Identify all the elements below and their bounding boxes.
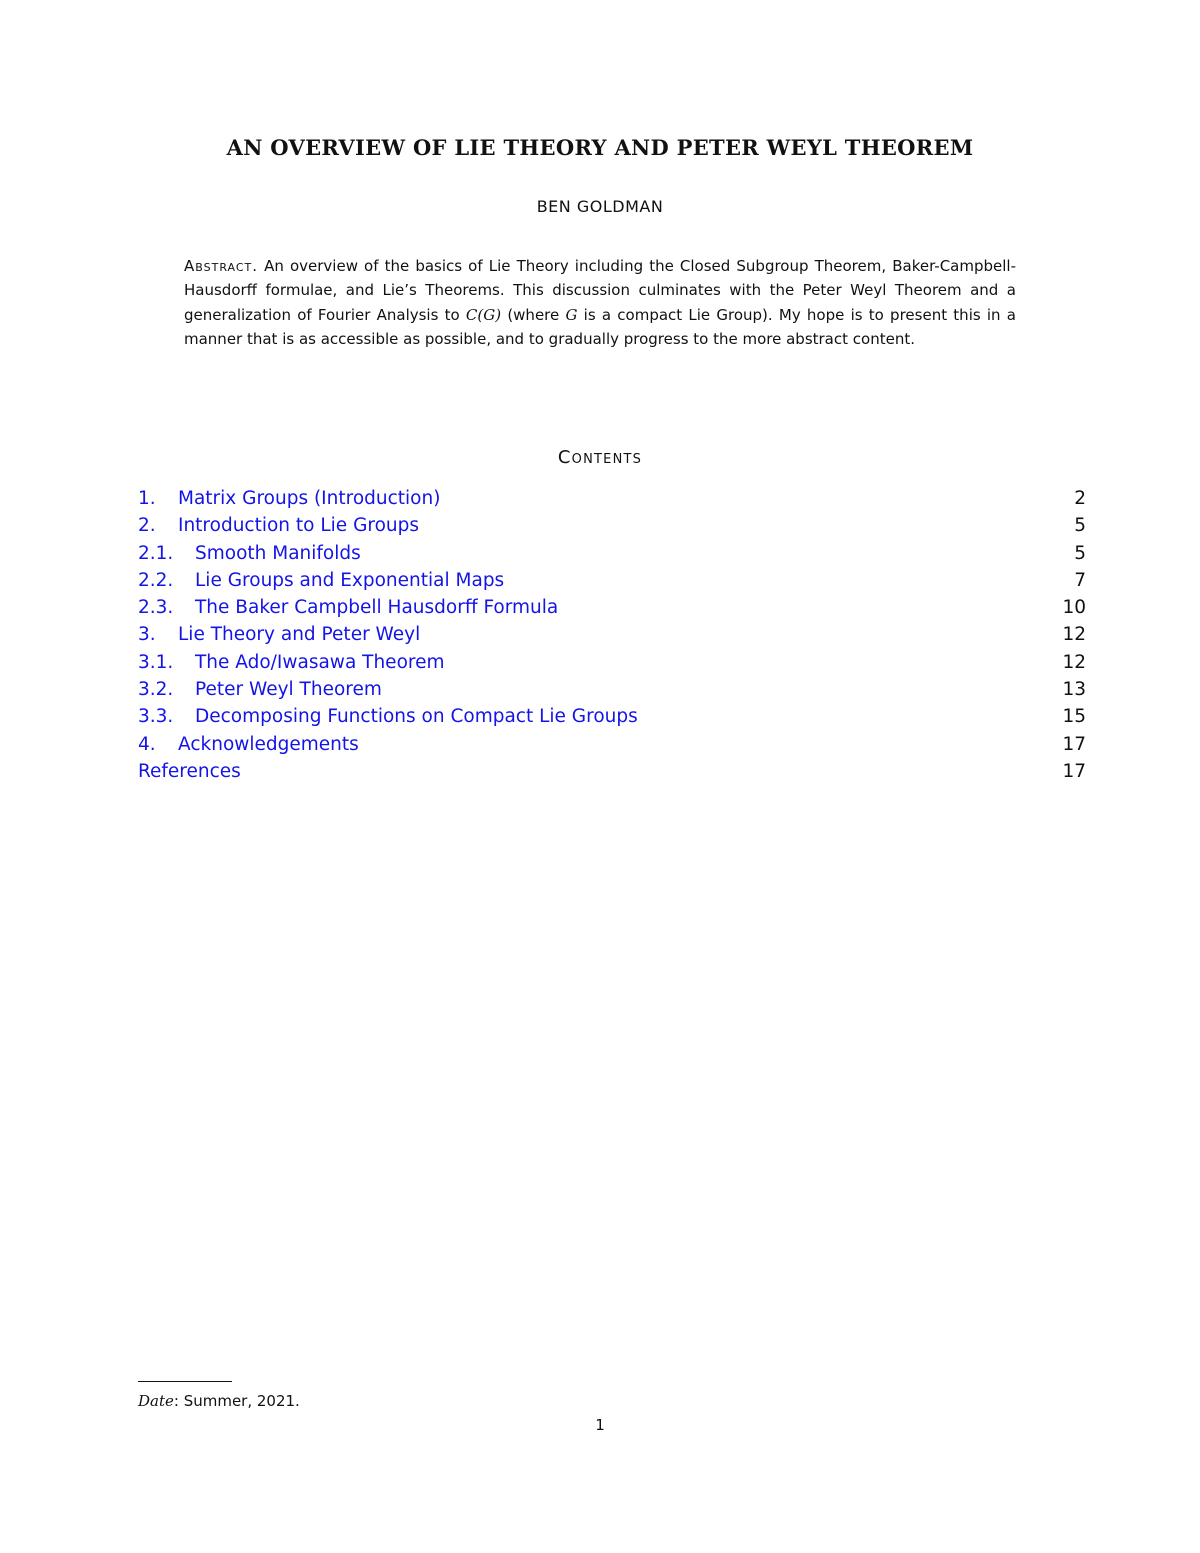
- toc-entry-page: 17: [1062, 733, 1086, 755]
- toc-entry[interactable]: [138, 649, 1086, 676]
- toc-entry-number[interactable]: 2.3.: [138, 597, 174, 619]
- toc-entry-number[interactable]: 1.: [138, 488, 156, 509]
- toc-entry-title[interactable]: Acknowledgements: [178, 733, 359, 755]
- toc-entry-number[interactable]: 3.3.: [138, 706, 174, 728]
- toc-entry-page: 12: [1062, 624, 1086, 646]
- toc-entry-page: 10: [1062, 597, 1086, 619]
- contents-heading: Contents: [557, 447, 643, 468]
- toc-entry-number[interactable]: 3.1.: [138, 651, 174, 673]
- abstract-math-g: G: [565, 305, 578, 324]
- footnote-text: : Summer, 2021.: [173, 1392, 300, 1410]
- toc-entry-title[interactable]: Smooth Manifolds: [195, 542, 361, 564]
- toc-entry-page: 13: [1062, 679, 1086, 701]
- toc-entry-number[interactable]: 3.: [138, 624, 156, 646]
- author-name: BEN GOLDMAN: [536, 197, 664, 216]
- toc-entry-number[interactable]: 2.: [138, 515, 156, 537]
- toc-entry-number[interactable]: 4.: [138, 733, 156, 755]
- toc-entry-title[interactable]: The Ado/Iwasawa Theorem: [195, 651, 445, 673]
- toc-entry-page: 12: [1062, 651, 1086, 673]
- toc-entry-references[interactable]: [138, 758, 1086, 785]
- footnote-date: [138, 1392, 300, 1410]
- toc-entry-page: 5: [1074, 542, 1086, 564]
- toc-entry-title[interactable]: Lie Theory and Peter Weyl: [178, 624, 421, 646]
- paper-title: AN OVERVIEW OF LIE THEORY AND PETER WEYL THEOREM: [226, 135, 974, 160]
- toc-entry-title[interactable]: Lie Groups and Exponential Maps: [195, 569, 505, 591]
- toc-entry[interactable]: [138, 485, 1086, 512]
- toc-entry-title[interactable]: Introduction to Lie Groups: [178, 515, 420, 537]
- table-of-contents: [138, 485, 1086, 785]
- toc-entry-title[interactable]: Matrix Groups (Introduction): [178, 488, 441, 509]
- toc-entry[interactable]: [138, 567, 1086, 594]
- toc-entry[interactable]: [138, 731, 1086, 758]
- toc-entry-title[interactable]: References: [138, 760, 241, 782]
- page-number: 1: [595, 1416, 605, 1434]
- toc-entry[interactable]: [138, 676, 1086, 703]
- toc-entry-title[interactable]: Decomposing Functions on Compact Lie Groups: [195, 706, 638, 728]
- toc-entry-number[interactable]: 3.2.: [138, 679, 174, 701]
- footnote-rule: [138, 1381, 232, 1382]
- abstract-text-1: An overview of the basics of Lie Theory including the Closed Subgroup Theorem, Baker-Campbell-Hausdorff formulae, and Lie’s Theorems. This discussion culminates with the Peter Weyl Theorem and a generalization of Fourier Analysis to: [184, 257, 1016, 324]
- toc-entry[interactable]: [138, 703, 1086, 730]
- abstract-text-2: (where: [501, 305, 566, 324]
- toc-entry-title[interactable]: The Baker Campbell Hausdorff Formula: [195, 597, 559, 619]
- abstract: [184, 254, 1016, 352]
- toc-entry-number[interactable]: 2.1.: [138, 542, 174, 564]
- toc-entry-number[interactable]: 2.2.: [138, 569, 174, 591]
- toc-entry-page: 5: [1074, 515, 1086, 537]
- toc-entry[interactable]: [138, 621, 1086, 648]
- footnote-label: Date: [138, 1392, 174, 1410]
- toc-entry[interactable]: [138, 540, 1086, 567]
- abstract-text-3: is a compact Lie Group). My hope is to present this in a manner that is as accessible as possible, and to gradually progress to the more abstract content.: [184, 305, 1016, 349]
- abstract-label: Abstract.: [184, 257, 259, 275]
- toc-entry[interactable]: [138, 512, 1086, 539]
- toc-entry-page: 2: [1074, 488, 1086, 509]
- toc-entry-title[interactable]: Peter Weyl Theorem: [195, 679, 382, 701]
- abstract-math-c-of-g: C(G): [465, 305, 502, 324]
- toc-entry[interactable]: [138, 594, 1086, 621]
- toc-entry-page: 17: [1062, 760, 1086, 782]
- toc-entry-page: 7: [1074, 569, 1086, 591]
- toc-entry-page: 15: [1062, 706, 1086, 728]
